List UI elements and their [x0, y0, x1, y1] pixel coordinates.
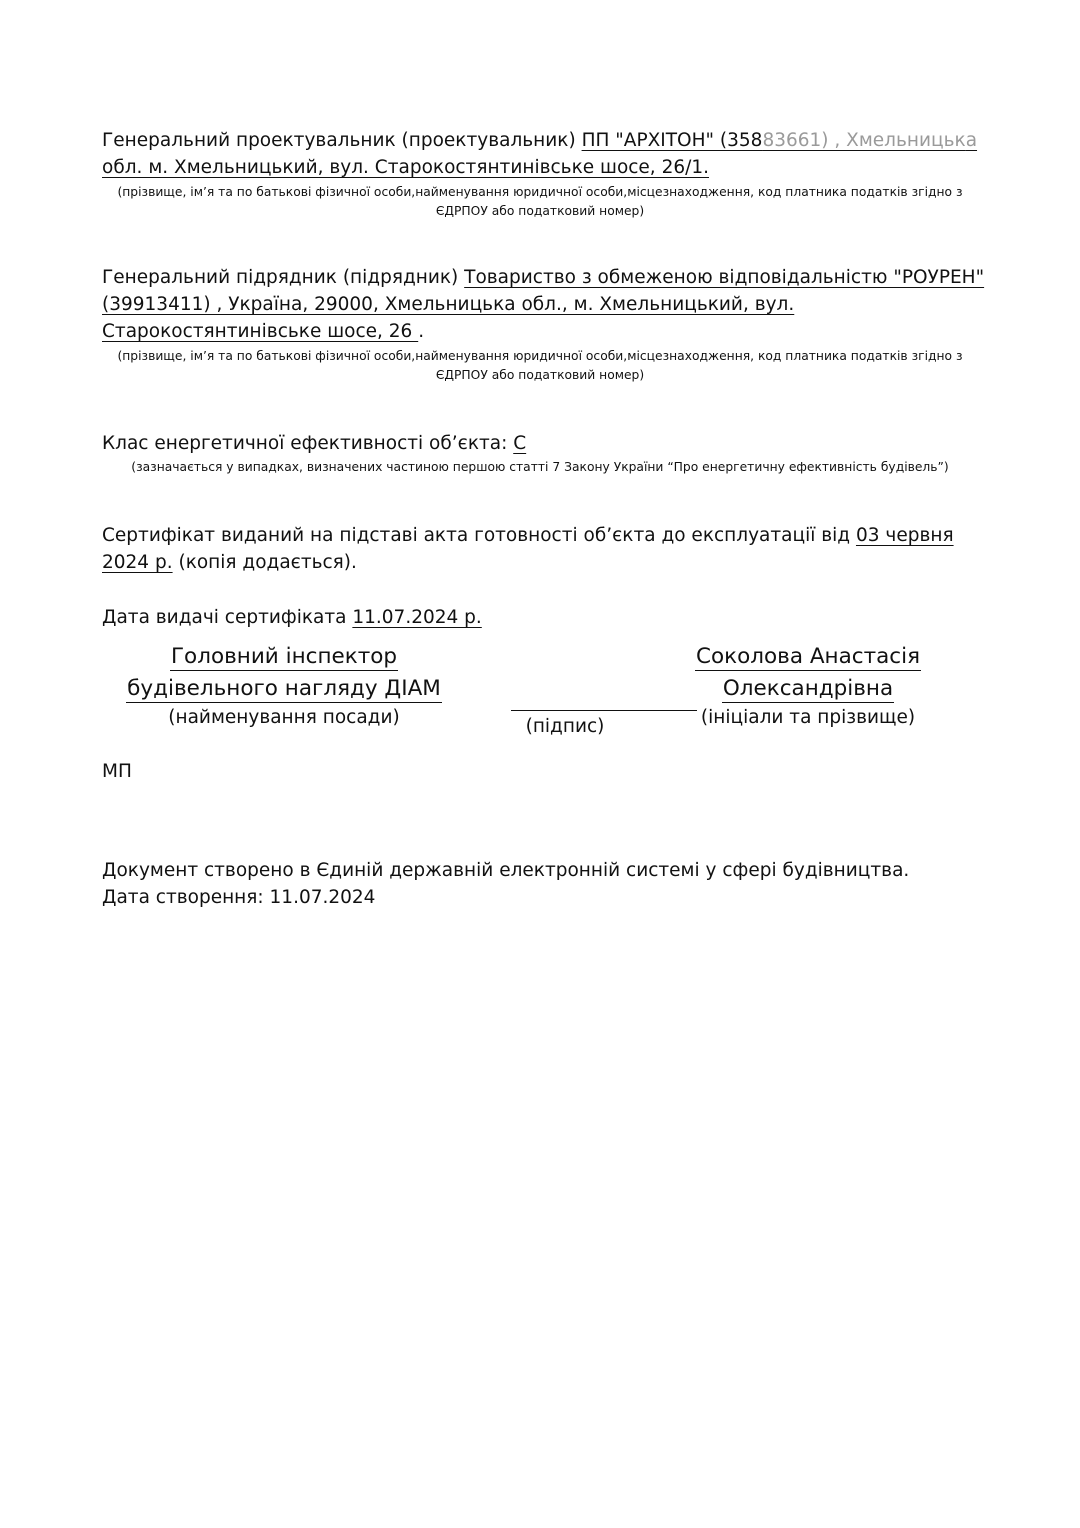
contractor-value-2: (39913411) , Україна, 29000, Хмельницька обл., м. Хмельницький, вул. — [102, 294, 795, 315]
contractor-note — [102, 347, 978, 385]
energy-value: C — [513, 433, 527, 454]
issue-date: 11.07.2024 р. — [352, 607, 482, 628]
designer-line-1 — [102, 130, 977, 152]
footer-line-1: Документ створено в Єдиній державній електронній системі у сфері будівництва. — [102, 860, 910, 881]
designer-line-2 — [102, 157, 709, 179]
name-line-2: Олександрівна — [722, 676, 894, 701]
contractor-value-3: Старокостянтинівське шосе, 26 — [102, 321, 419, 342]
designer-value-visible: ПП "АРХІТОН" (358 — [581, 130, 763, 151]
basis-text: Сертифікат виданий на підставі акта готовності об’єкта до експлуатації від — [102, 525, 851, 546]
basis-line-2 — [102, 552, 357, 574]
position-caption: (найменування посади) — [168, 707, 400, 728]
energy-label: Клас енергетичної ефективності об’єкта: — [102, 433, 508, 454]
issue-line — [102, 607, 482, 629]
footer-date-value: 11.07.2024 — [269, 887, 376, 908]
footer-line-2 — [102, 887, 375, 909]
energy-line — [102, 433, 526, 455]
signature-caption: (підпис) — [525, 716, 605, 737]
footer-date-label: Дата створення: — [102, 887, 264, 908]
basis-after: (копія додається). — [172, 552, 357, 573]
name-block — [660, 641, 956, 705]
contractor-note-line-1: (прізвище, ім’я та по батькові фізичної особи,найменування юридичної особи,місцезнаходження, код платника податків згідно з — [117, 349, 963, 363]
designer-value-faded: 83661) , Хмельницьк — [762, 130, 966, 151]
contractor-note-line-2: ЄДРПОУ або податковий номер) — [435, 368, 645, 382]
position-block — [100, 641, 468, 705]
designer-value — [582, 130, 977, 151]
issue-label: Дата видачі сертифіката — [102, 607, 347, 628]
designer-note-line-1: (прізвище, ім’я та по батькові фізичної особи,найменування юридичної особи,місцезнаходження, код платника податків згідно з — [117, 185, 963, 199]
contractor-line-3 — [102, 321, 424, 343]
designer-address: обл. м. Хмельницький, вул. Старокостянтинівське шосе, 26/1. — [102, 157, 709, 178]
basis-line-1 — [102, 525, 954, 547]
contractor-label: Генеральний підрядник (підрядник) — [102, 267, 459, 288]
name-caption: (ініціали та прізвище) — [700, 707, 916, 728]
energy-note: (зазначається у випадках, визначених частиною першою статті 7 Закону України “Про енергетичну ефективність будівель”) — [131, 460, 949, 474]
stamp-mark: МП — [102, 761, 132, 782]
designer-note-line-2: ЄДРПОУ або податковий номер) — [435, 204, 645, 218]
position-line-2: будівельного нагляду ДІАМ — [127, 676, 441, 701]
contractor-dot: . — [418, 321, 425, 342]
name-line-1: Соколова Анастасія — [695, 644, 921, 669]
contractor-line-1 — [102, 267, 984, 289]
designer-value-tail: а — [965, 130, 978, 151]
contractor-value-1: Товариство з обмеженою відповідальністю "РОУРЕН" — [464, 267, 985, 288]
designer-note — [102, 183, 978, 221]
basis-date-2: 2024 р. — [102, 552, 173, 573]
contractor-line-2 — [102, 294, 794, 316]
basis-date-1: 03 червня — [855, 525, 954, 546]
position-line-1: Головний інспектор — [170, 644, 398, 669]
designer-label: Генеральний проектувальник (проектувальник) — [102, 130, 576, 151]
